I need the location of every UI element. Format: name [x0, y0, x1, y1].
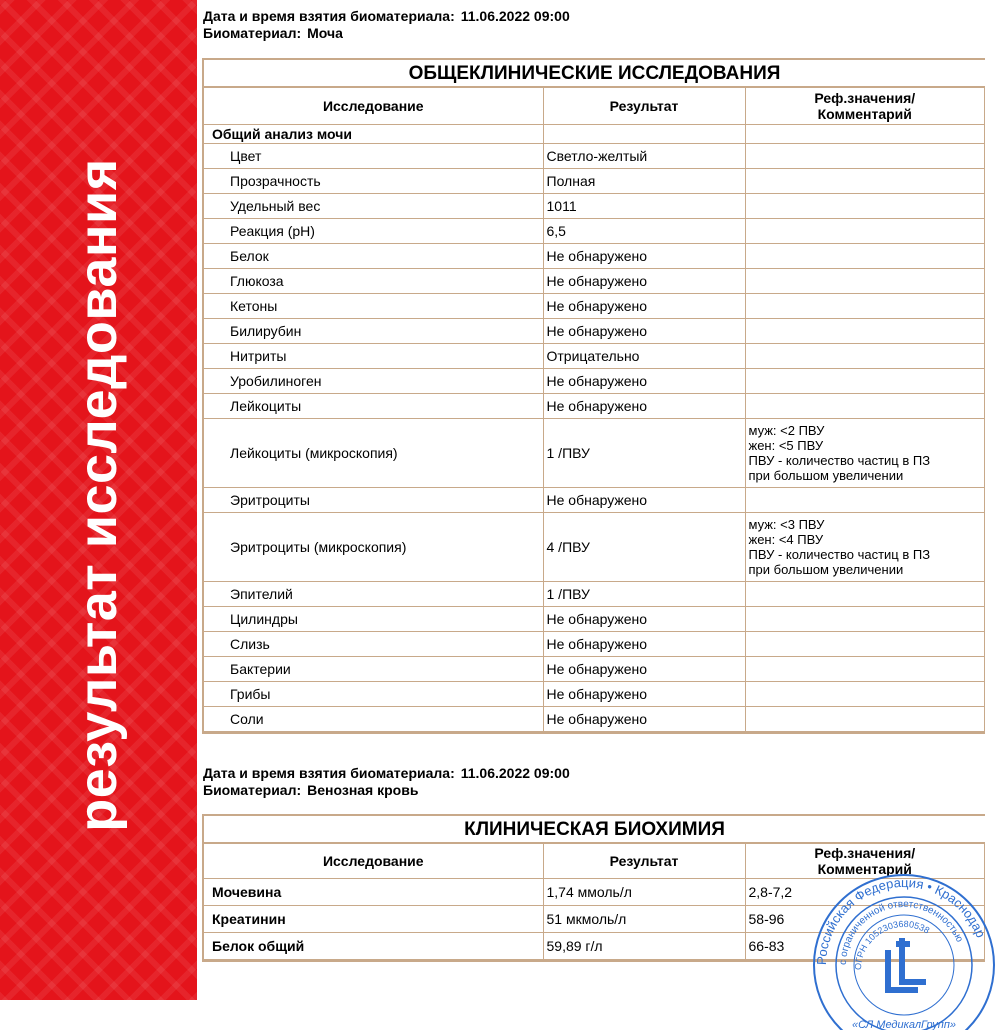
study-name: Белок — [204, 244, 543, 269]
study-name: Соли — [204, 707, 543, 732]
stamp-company: «СЛ МедикалГрупп» — [851, 1019, 957, 1030]
study-name: Цилиндры — [204, 607, 543, 632]
study-result: Полная — [543, 169, 745, 194]
sample-info-blood — [203, 765, 570, 799]
stamp-ogrn: ОГРН 1052303680538 — [852, 918, 932, 971]
study-name: Лейкоциты (микроскопия) — [204, 419, 543, 488]
reference-values — [745, 607, 985, 632]
table-row — [204, 657, 985, 682]
group-row — [204, 125, 985, 144]
study-name: Кетоны — [204, 294, 543, 319]
study-name: Нитриты — [204, 344, 543, 369]
study-name: Эритроциты — [204, 488, 543, 513]
reference-values — [745, 319, 985, 344]
table-row — [204, 319, 985, 344]
table-row — [204, 294, 985, 319]
svg-text:ОГРН 1052303680538 — [853, 919, 931, 970]
datetime-label: Дата и время взятия биоматериала: — [203, 765, 455, 781]
reference-values — [745, 169, 985, 194]
study-result: Не обнаружено — [543, 269, 745, 294]
table-header — [204, 88, 985, 125]
reference-line: при большом увеличении — [748, 562, 904, 577]
material-value: Моча — [307, 25, 343, 41]
reference-values — [745, 294, 985, 319]
study-name: Цвет — [204, 144, 543, 169]
reference-values — [745, 419, 985, 488]
study-result: 6,5 — [543, 219, 745, 244]
sidebar-banner — [0, 0, 197, 1000]
study-name: Эпителий — [204, 582, 543, 607]
study-name: Прозрачность — [204, 169, 543, 194]
study-name: Мочевина — [204, 879, 543, 906]
header-ref: Реф.значения/ Комментарий — [745, 88, 985, 125]
study-result: 1 /ПВУ — [543, 582, 745, 607]
reference-values — [745, 488, 985, 513]
seal-stamp — [806, 870, 996, 1030]
study-name: Лейкоциты — [204, 394, 543, 419]
study-result: 4 /ПВУ — [543, 513, 745, 582]
study-result: Не обнаружено — [543, 369, 745, 394]
datetime-value: 11.06.2022 09:00 — [460, 8, 570, 24]
study-result: Не обнаружено — [543, 488, 745, 513]
study-result: Не обнаружено — [543, 657, 745, 682]
study-result: Не обнаружено — [543, 607, 745, 632]
study-result: Отрицательно — [543, 344, 745, 369]
reference-values: 2,8-7,2 — [745, 879, 985, 906]
study-result: Не обнаружено — [543, 707, 745, 732]
table-row — [204, 219, 985, 244]
reference-values — [745, 513, 985, 582]
group-title: Общий анализ мочи — [204, 125, 543, 144]
table-row — [204, 513, 985, 582]
study-result: Не обнаружено — [543, 244, 745, 269]
sample-info-urine — [203, 8, 570, 42]
datetime-label: Дата и время взятия биоматериала: — [203, 8, 455, 24]
reference-values — [745, 344, 985, 369]
table-row — [204, 194, 985, 219]
table-row — [204, 269, 985, 294]
reference-line: муж: <2 ПВУ — [748, 423, 825, 438]
header-ref: Реф.значения/ Комментарий — [745, 844, 985, 879]
reference-values — [745, 632, 985, 657]
study-name: Бактерии — [204, 657, 543, 682]
datetime-value: 11.06.2022 09:00 — [460, 765, 570, 781]
sidebar-title: результат исследования — [68, 158, 128, 832]
table-row — [204, 394, 985, 419]
reference-line: жен: <4 ПВУ — [748, 532, 824, 547]
stamp-outer-text: Российская Федерация • Краснодар — [813, 874, 989, 966]
results-table — [204, 87, 985, 732]
header-result: Результат — [543, 88, 745, 125]
reference-values — [745, 219, 985, 244]
urine-rows — [204, 144, 985, 732]
study-name: Глюкоза — [204, 269, 543, 294]
table-row — [204, 707, 985, 732]
reference-values — [745, 194, 985, 219]
table-row — [204, 582, 985, 607]
material-label: Биоматериал: — [203, 782, 302, 798]
reference-line: муж: <3 ПВУ — [748, 517, 825, 532]
study-name: Билирубин — [204, 319, 543, 344]
study-name: Грибы — [204, 682, 543, 707]
table-row — [204, 169, 985, 194]
study-result: Не обнаружено — [543, 632, 745, 657]
study-name: Удельный вес — [204, 194, 543, 219]
reference-values — [745, 682, 985, 707]
material-label: Биоматериал: — [203, 25, 302, 41]
study-result: 1011 — [543, 194, 745, 219]
reference-values: 66-83 — [745, 933, 985, 960]
study-result: Не обнаружено — [543, 394, 745, 419]
table-row — [204, 244, 985, 269]
reference-values: 58-96 — [745, 906, 985, 933]
reference-values — [745, 269, 985, 294]
header-study: Исследование — [204, 88, 543, 125]
study-name: Слизь — [204, 632, 543, 657]
general-clinical-section — [202, 58, 985, 734]
table-row — [204, 607, 985, 632]
section-title: КЛИНИЧЕСКАЯ БИОХИМИЯ — [204, 816, 985, 843]
header-study: Исследование — [204, 844, 543, 879]
study-result: Светло-желтый — [543, 144, 745, 169]
table-row — [204, 682, 985, 707]
reference-values — [745, 582, 985, 607]
study-name: Белок общий — [204, 933, 543, 960]
table-row — [204, 344, 985, 369]
reference-line: ПВУ - количество частиц в ПЗ — [748, 453, 931, 468]
reference-values — [745, 144, 985, 169]
study-result: 1 /ПВУ — [543, 419, 745, 488]
reference-values — [745, 707, 985, 732]
table-row — [204, 632, 985, 657]
study-name: Эритроциты (микроскопия) — [204, 513, 543, 582]
section-title: ОБЩЕКЛИНИЧЕСКИЕ ИССЛЕДОВАНИЯ — [204, 60, 985, 87]
material-value: Венозная кровь — [307, 782, 419, 798]
header-result: Результат — [543, 844, 745, 879]
reference-line: ПВУ - количество частиц в ПЗ — [748, 547, 931, 562]
reference-values — [745, 244, 985, 269]
study-name: Креатинин — [204, 906, 543, 933]
reference-line: жен: <5 ПВУ — [748, 438, 824, 453]
table-row — [204, 488, 985, 513]
study-result: 1,74 ммоль/л — [543, 879, 745, 906]
study-result: 51 мкмоль/л — [543, 906, 745, 933]
table-row — [204, 369, 985, 394]
table-row — [204, 419, 985, 488]
reference-values — [745, 394, 985, 419]
study-result: Не обнаружено — [543, 682, 745, 707]
study-result: Не обнаружено — [543, 294, 745, 319]
reference-values — [745, 657, 985, 682]
study-name: Уробилиноген — [204, 369, 543, 394]
study-name: Реакция (pH) — [204, 219, 543, 244]
stamp-inner-text: с ограниченной ответственностью — [837, 898, 965, 966]
reference-line: при большом увеличении — [748, 468, 904, 483]
reference-values — [745, 369, 985, 394]
table-row — [204, 144, 985, 169]
study-result: Не обнаружено — [543, 319, 745, 344]
study-result: 59,89 г/л — [543, 933, 745, 960]
